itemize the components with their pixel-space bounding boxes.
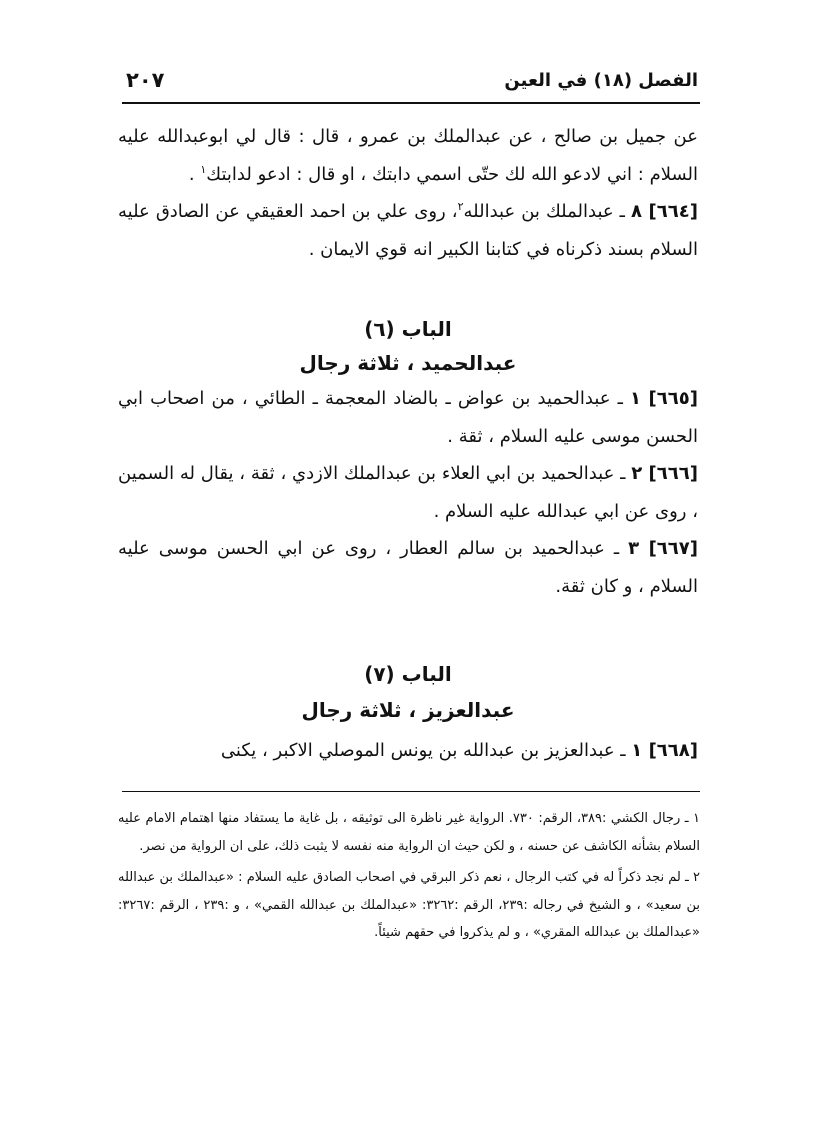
chapter-7-entries (118, 732, 698, 770)
entry-text: ـ عبدالعزيز بن عبدالله بن يونس الموصلي الاكبر ، يكنى (220, 740, 632, 761)
footnotes (118, 805, 700, 951)
entry-text: ـ عبدالملك بن عبدالله (463, 201, 631, 222)
paragraph-text: عن جميل بن صالح ، عن عبدالملك بن عمرو ، قال : قال لي ابوعبدالله عليه السلام : اني لادعو الله لك حتّى اسمي دابتك ، او قال : ادعو لدابتك (118, 126, 698, 185)
chapter-7-subtitle: عبدالعزيز ، ثلاثة رجال (301, 698, 515, 722)
entry-668 (118, 732, 698, 770)
entry-667 (118, 530, 698, 605)
page-header (122, 68, 700, 104)
entry-number: [٦٦٤] ٨ (630, 201, 698, 222)
paragraph-continuation (118, 118, 698, 193)
entry-text: ـ عبدالحميد بن ابي العلاء بن عبدالملك الازدي ، ثقة ، يقال له السمين ، روى عن ابي عبدالله عليه السلام . (118, 463, 698, 522)
entry-666 (118, 455, 698, 530)
chapter-6-entries (118, 380, 698, 605)
footnote-ref-1: ١ (200, 162, 207, 176)
entry-665 (118, 380, 698, 455)
page-number: ٢٠٧ (126, 68, 165, 92)
entry-text: ـ عبدالحميد بن عواض ـ بالضاد المعجمة ـ الطائي ، من اصحاب ابي الحسن موسى عليه السلام ، ثقة . (118, 388, 698, 447)
chapter-7-title: الباب (٧) (364, 662, 452, 686)
footnote-2: ٢ ـ لم نجد ذكراً له في كتب الرجال ، نعم ذكر البرقي في اصحاب الصادق عليه السلام : «عبدالملك بن عبدالله بن سعيد» ، و الشيخ في رجاله :٢٣٩، الرقم :٣٢٦٢: «عبدالملك بن عبدالله القمي» ، و :٢٣٩ ، الرقم :٣٢٦٧: «عبدالملك بن عبدالله المقري» ، و لم يذكروا في حقهم شيئاً. (118, 870, 700, 940)
paragraph-end: . (188, 163, 201, 185)
running-title: الفصل (١٨) في العين (504, 70, 698, 91)
chapter-6-subtitle: عبدالحميد ، ثلاثة رجال (299, 351, 517, 375)
chapter-6-title: الباب (٦) (364, 317, 452, 341)
entry-664 (118, 193, 698, 268)
entry-number: [٦٦٨] ١ (631, 740, 698, 761)
entry-text: ـ عبدالحميد بن سالم العطار ، روى عن ابي الحسن موسى عليه السلام ، و كان ثقة. (118, 538, 698, 597)
entry-text: ، روى علي بن احمد العقيقي عن الصادق عليه السلام بسند ذكرناه في كتابنا الكبير انه قوي الايمان . (118, 201, 698, 260)
footnote-divider (122, 791, 700, 792)
entry-number: [٦٦٥] ١ (629, 388, 698, 409)
footnote-1: ١ ـ رجال الكشي :٣٨٩، الرقم: ٧٣٠. الرواية غير ناظرة الى توثيقه ، بل غاية ما يستفاد منها اهتمام الامام عليه السلام بشأنه الكاشف عن حسنه ، و لكن حيث ان الرواية منه نفسه لا يثبت ذلك، على ان الرواية من نصر. (118, 811, 701, 854)
intro-text (118, 118, 698, 268)
footnote-ref-2: ٢ (457, 200, 464, 213)
entry-number: [٦٦٦] ٢ (631, 463, 698, 484)
entry-number: [٦٦٧] ٣ (628, 538, 698, 559)
